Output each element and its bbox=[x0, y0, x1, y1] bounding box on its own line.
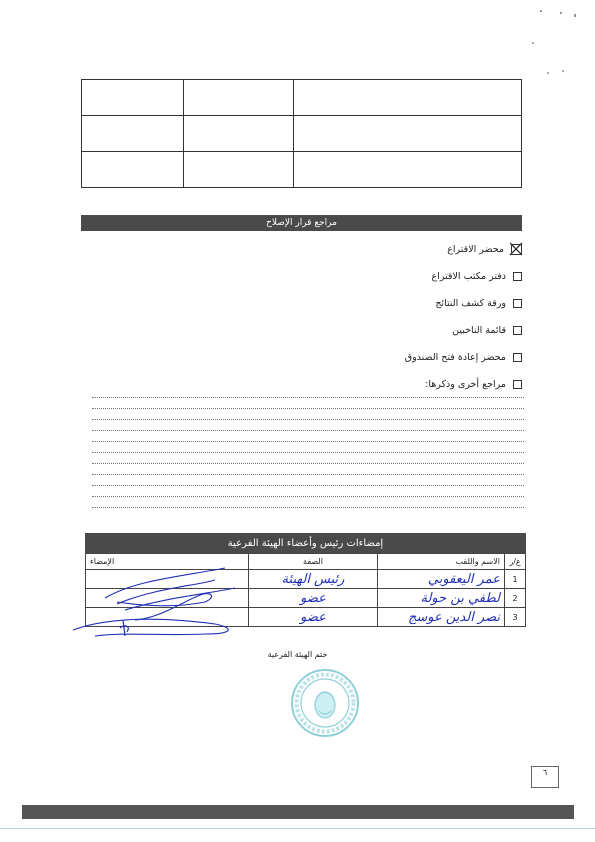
footer-bar bbox=[22, 805, 574, 819]
stamp-caption: ختم الهيئة الفرعية bbox=[267, 650, 328, 659]
row-role bbox=[249, 589, 378, 608]
checklist-item-label: مراجع أخرى وذكرها: bbox=[425, 379, 506, 390]
header-name: الاسم واللقب bbox=[378, 554, 505, 570]
handwritten-role: عضو bbox=[300, 590, 326, 606]
row-role bbox=[249, 570, 378, 589]
row-num: 3 bbox=[505, 608, 526, 627]
checkbox-checked[interactable] bbox=[511, 244, 522, 255]
official-stamp bbox=[289, 667, 361, 739]
handwritten-name: لطفي بن حولة bbox=[420, 590, 500, 606]
row-name bbox=[378, 570, 505, 589]
handwritten-role: رئيس الهيئة bbox=[281, 571, 345, 587]
table-cell bbox=[82, 152, 184, 188]
checklist-item-label: محضر الاقتراع bbox=[447, 244, 504, 255]
check-x-icon bbox=[509, 242, 523, 256]
header-num: ع/ر bbox=[505, 554, 526, 570]
table-cell bbox=[82, 116, 184, 152]
table-cell bbox=[184, 116, 294, 152]
checklist-item[interactable] bbox=[222, 263, 522, 290]
header-role: الصفة bbox=[249, 554, 378, 570]
signatures-section-title: إمضاءات رئيس وأعضاء الهيئة الفرعية bbox=[85, 533, 526, 553]
checkbox[interactable] bbox=[513, 272, 522, 281]
row-name bbox=[378, 608, 505, 627]
row-name bbox=[378, 589, 505, 608]
page-number: ٦ bbox=[531, 766, 559, 788]
checklist-item-label: ورقة كشف النتائج bbox=[435, 298, 506, 309]
checklist-item-label: دفتر مكتب الاقتراع bbox=[431, 271, 506, 282]
row-role bbox=[249, 608, 378, 627]
checkbox[interactable] bbox=[513, 326, 522, 335]
footer-line bbox=[0, 828, 595, 829]
top-empty-table bbox=[81, 79, 522, 188]
checklist-item-label: قائمة الناخبين bbox=[452, 325, 506, 336]
signature-scribbles bbox=[65, 558, 245, 642]
handwritten-role: عضو bbox=[300, 609, 326, 625]
checklist-item[interactable] bbox=[222, 317, 522, 344]
table-cell bbox=[184, 80, 294, 116]
table-cell bbox=[82, 80, 184, 116]
table-cell bbox=[294, 116, 522, 152]
table-cell bbox=[294, 152, 522, 188]
checkbox[interactable] bbox=[513, 380, 522, 389]
table-cell bbox=[184, 152, 294, 188]
header-signature: الإمضاء bbox=[86, 554, 249, 570]
checkbox[interactable] bbox=[513, 299, 522, 308]
table-cell bbox=[294, 80, 522, 116]
checklist-item[interactable] bbox=[222, 371, 522, 398]
checklist-item[interactable] bbox=[222, 290, 522, 317]
checklist-item[interactable] bbox=[222, 344, 522, 371]
handwritten-name: عمر اليعقوبي bbox=[427, 571, 500, 587]
checklist-item-label: محضر إعادة فتح الصندوق bbox=[404, 352, 506, 363]
row-num: 2 bbox=[505, 589, 526, 608]
handwritten-name: نصر الدين عوسج bbox=[408, 609, 500, 625]
row-num: 1 bbox=[505, 570, 526, 589]
references-checklist bbox=[222, 236, 522, 398]
checklist-item[interactable] bbox=[222, 236, 522, 263]
references-section-title: مراجع قرار الإصلاح bbox=[81, 215, 522, 231]
checkbox[interactable] bbox=[513, 353, 522, 362]
